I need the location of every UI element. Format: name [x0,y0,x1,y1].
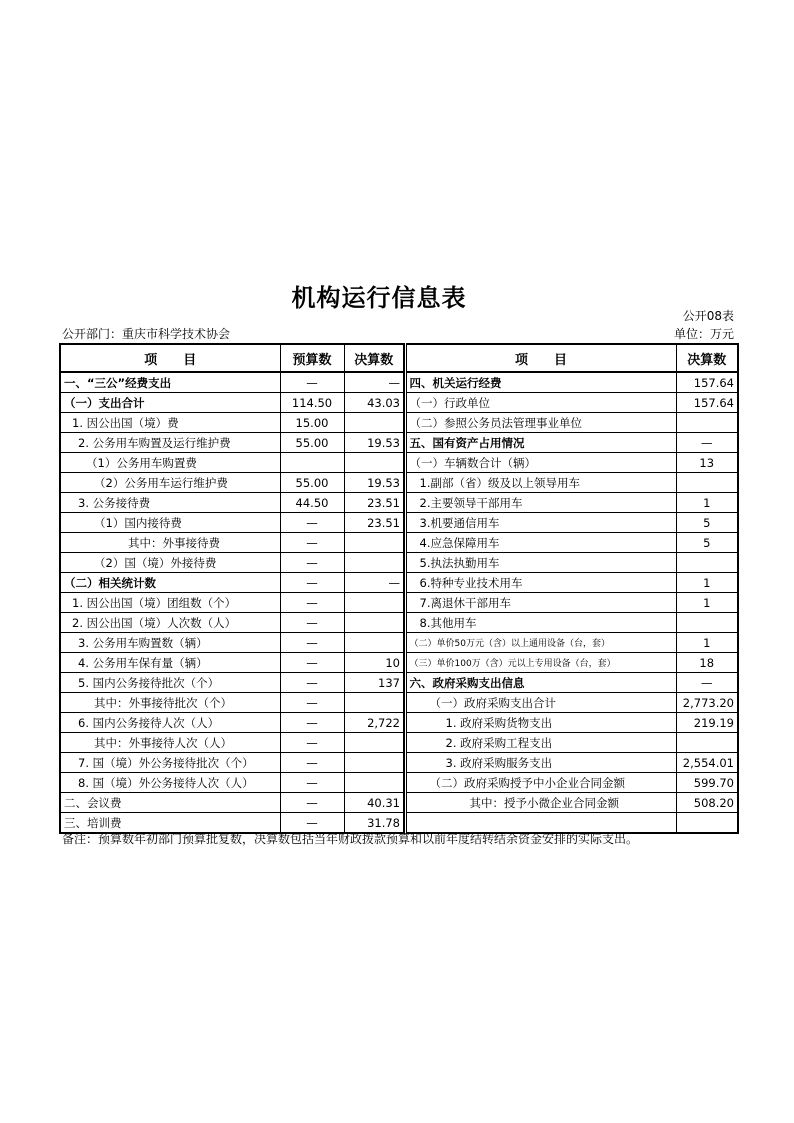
table-header-row [60,344,738,372]
left-item-cell: 5. 国内公务接待批次（个） [60,673,280,693]
final-left-cell: 2,722 [344,713,404,733]
budget-cell: — [280,513,344,533]
table-row [60,733,738,753]
final-right-cell [676,553,738,573]
budget-cell: — [280,553,344,573]
final-right-cell: 1 [676,493,738,513]
budget-cell: — [280,813,344,834]
budget-cell: — [280,613,344,633]
table-row [60,473,738,493]
table-row [60,413,738,433]
table-row [60,693,738,713]
final-left-cell [344,753,404,773]
final-left-cell: 10 [344,653,404,673]
final-left-cell [344,453,404,473]
right-item-cell: 8.其他用车 [406,613,676,633]
table-row [60,633,738,653]
right-item-cell: （三）单价100万（含）元以上专用设备（台，套） [406,653,676,673]
final-left-cell [344,773,404,793]
header-budget: 预算数 [280,344,344,372]
final-left-cell [344,693,404,713]
table-row [60,372,738,393]
final-left-cell [344,633,404,653]
table-row [60,773,738,793]
left-item-cell: （2）国（境）外接待费 [60,553,280,573]
table-row [60,673,738,693]
right-item-cell: （二）单价50万元（含）以上通用设备（台，套） [406,633,676,653]
right-item-cell: 四、机关运行经费 [406,372,676,393]
budget-cell: — [280,653,344,673]
right-item-cell: 5.执法执勤用车 [406,553,676,573]
header-final-right: 决算数 [676,344,738,372]
table-row [60,453,738,473]
table-row [60,793,738,813]
budget-cell [280,453,344,473]
table-row [60,493,738,513]
left-item-cell: 6. 国内公务接待人次（人） [60,713,280,733]
right-item-cell: （一）政府采购支出合计 [406,693,676,713]
right-item-cell: 4.应急保障用车 [406,533,676,553]
left-item-cell: 8. 国（境）外公务接待人次（人） [60,773,280,793]
final-right-cell [676,733,738,753]
final-left-cell [344,613,404,633]
right-item-cell: 2.主要领导干部用车 [406,493,676,513]
final-left-cell: 31.78 [344,813,404,834]
left-item-cell: 4. 公务用车保有量（辆） [60,653,280,673]
left-item-cell: 其中：外事接待人次（人） [60,733,280,753]
left-item-cell: （1）公务用车购置费 [60,453,280,473]
right-item-cell: 其中：授予小微企业合同金额 [406,793,676,813]
left-item-cell: 3. 公务用车购置数（辆） [60,633,280,653]
right-item-cell: 1. 政府采购货物支出 [406,713,676,733]
budget-cell: — [280,693,344,713]
footnote: 备注：预算数年初部门预算批复数，决算数包括当年财政拨款预算和以前年度结转结余资金安排的实际支出。 [62,832,639,846]
table-row [60,393,738,413]
budget-cell: 15.00 [280,413,344,433]
right-item-cell: 2. 政府采购工程支出 [406,733,676,753]
page-title: 机构运行信息表 [291,283,467,312]
left-item-cell: 其中：外事接待批次（个） [60,693,280,713]
final-right-cell [676,813,738,834]
right-item-cell: 3. 政府采购服务支出 [406,753,676,773]
final-right-cell [676,613,738,633]
left-item-cell: 二、会议费 [60,793,280,813]
final-left-cell: 23.51 [344,493,404,513]
budget-cell: — [280,713,344,733]
table-row [60,713,738,733]
right-item-cell: （二）政府采购授予中小企业合同金额 [406,773,676,793]
table-row [60,573,738,593]
left-item-cell: （2）公务用车运行维护费 [60,473,280,493]
table-row [60,753,738,773]
header-right-item: 项 目 [406,344,676,372]
table-row [60,653,738,673]
budget-cell: — [280,793,344,813]
table-row [60,553,738,573]
final-right-cell: 508.20 [676,793,738,813]
unit-label: 单位：万元 [673,327,734,341]
table-row [60,613,738,633]
budget-cell: — [280,733,344,753]
budget-cell: — [280,593,344,613]
final-left-cell: 43.03 [344,393,404,413]
final-right-cell: — [676,433,738,453]
final-right-cell: 5 [676,533,738,553]
right-item-cell: （二）参照公务员法管理事业单位 [406,413,676,433]
final-right-cell: — [676,673,738,693]
table-row [60,513,738,533]
final-right-cell: 2,554.01 [676,753,738,773]
right-item-cell: 7.离退休干部用车 [406,593,676,613]
left-item-cell: （一）支出合计 [60,393,280,413]
table-row [60,593,738,613]
final-right-cell: 1 [676,593,738,613]
table-row [60,433,738,453]
left-item-cell: 2. 因公出国（境）人次数（人） [60,613,280,633]
final-right-cell: 599.70 [676,773,738,793]
budget-cell: — [280,753,344,773]
left-item-cell: 2. 公务用车购置及运行维护费 [60,433,280,453]
final-right-cell [676,413,738,433]
budget-cell: 44.50 [280,493,344,513]
left-item-cell: （二）相关统计数 [60,573,280,593]
info-table [59,343,739,834]
form-number: 公开08表 [682,309,734,323]
final-left-cell [344,533,404,553]
right-item-cell: 6.特种专业技术用车 [406,573,676,593]
right-item-cell: （一）行政单位 [406,393,676,413]
final-right-cell: 2,773.20 [676,693,738,713]
budget-cell: 114.50 [280,393,344,413]
left-item-cell: 三、培训费 [60,813,280,834]
final-right-cell: 18 [676,653,738,673]
final-left-cell: — [344,372,404,393]
budget-cell: 55.00 [280,473,344,493]
budget-cell: — [280,773,344,793]
final-left-cell: 19.53 [344,433,404,453]
final-left-cell: 137 [344,673,404,693]
left-item-cell: 3. 公务接待费 [60,493,280,513]
budget-cell: — [280,673,344,693]
budget-cell: — [280,573,344,593]
left-item-cell: 1. 因公出国（境）团组数（个） [60,593,280,613]
department-label: 公开部门：重庆市科学技术协会 [62,327,231,341]
final-right-cell: 157.64 [676,372,738,393]
final-right-cell: 219.19 [676,713,738,733]
final-left-cell: 23.51 [344,513,404,533]
budget-cell: — [280,633,344,653]
final-left-cell [344,593,404,613]
final-right-cell [676,473,738,493]
right-item-cell: 1.副部（省）级及以上领导用车 [406,473,676,493]
header-left-item: 项 目 [60,344,280,372]
final-left-cell [344,553,404,573]
final-right-cell: 5 [676,513,738,533]
final-right-cell: 157.64 [676,393,738,413]
left-item-cell: 7. 国（境）外公务接待批次（个） [60,753,280,773]
left-item-cell: 一、“三公”经费支出 [60,372,280,393]
final-right-cell: 13 [676,453,738,473]
right-item-cell: 六、政府采购支出信息 [406,673,676,693]
right-item-cell: 3.机要通信用车 [406,513,676,533]
left-item-cell: 其中：外事接待费 [60,533,280,553]
final-left-cell: — [344,573,404,593]
budget-cell: 55.00 [280,433,344,453]
right-item-cell: 五、国有资产占用情况 [406,433,676,453]
final-left-cell [344,413,404,433]
header-final-left: 决算数 [344,344,404,372]
final-left-cell [344,733,404,753]
budget-cell: — [280,372,344,393]
left-item-cell: 1. 因公出国（境）费 [60,413,280,433]
final-right-cell: 1 [676,633,738,653]
final-right-cell: 1 [676,573,738,593]
budget-cell: — [280,533,344,553]
right-item-cell: （一）车辆数合计（辆） [406,453,676,473]
final-left-cell: 40.31 [344,793,404,813]
table-row [60,533,738,553]
final-left-cell: 19.53 [344,473,404,493]
left-item-cell: （1）国内接待费 [60,513,280,533]
